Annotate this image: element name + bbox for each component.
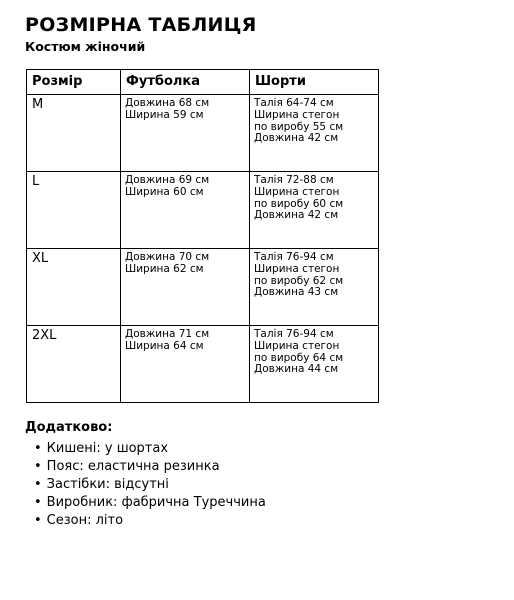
shorts-length: Довжина 43 см [254,286,339,299]
list-item: • Кишені: у шортах [34,440,266,458]
list-item: • Виробник: фабрична Туреччина [34,494,266,512]
size-cell: XL [27,249,121,326]
tshirt-cell [121,326,250,403]
shorts-waist: Талія 64-74 см [254,97,334,109]
shorts-length: Довжина 44 см [254,363,339,376]
list-item: • Застібки: відсутні [34,476,266,494]
shorts-length: Довжина 42 см [254,132,339,145]
shorts-hip-value: по виробу 64 см [254,351,344,364]
extra-heading: Додатково: [25,420,113,435]
tshirt-width: Ширина 64 см [125,339,204,352]
size-cell: L [27,172,121,249]
table-row [27,95,379,172]
list-item: • Сезон: літо [34,512,266,530]
header-shorts: Шорти [250,70,379,95]
page-title: РОЗМІРНА ТАБЛИЦЯ [25,14,257,36]
shorts-waist: Талія 76-94 см [254,251,334,263]
tshirt-length: Довжина 70 см [125,251,210,263]
tshirt-width: Ширина 59 см [125,108,204,121]
tshirt-cell [121,249,250,326]
shorts-cell [250,249,379,326]
extra-list [34,440,266,530]
tshirt-width: Ширина 62 см [125,262,204,275]
size-cell: M [27,95,121,172]
tshirt-width: Ширина 60 см [125,185,204,198]
shorts-waist: Талія 76-94 см [254,328,334,340]
shorts-waist: Талія 72-88 см [254,174,334,186]
tshirt-cell [121,172,250,249]
shorts-hip-value: по виробу 55 см [254,120,344,133]
shorts-length: Довжина 42 см [254,209,339,222]
shorts-hip-value: по виробу 62 см [254,274,344,287]
tshirt-length: Довжина 69 см [125,174,210,186]
table-row [27,249,379,326]
shorts-hip-value: по виробу 60 см [254,197,344,210]
shorts-cell [250,95,379,172]
size-table [26,69,379,403]
list-item: • Пояс: еластична резинка [34,458,266,476]
shorts-hip-label: Ширина стегон [254,185,340,198]
table-header-row [27,70,379,95]
shorts-hip-label: Ширина стегон [254,108,340,121]
header-tshirt: Футболка [121,70,250,95]
tshirt-length: Довжина 71 см [125,328,210,340]
size-cell: 2XL [27,326,121,403]
table-row [27,326,379,403]
shorts-cell [250,172,379,249]
shorts-hip-label: Ширина стегон [254,339,340,352]
shorts-cell [250,326,379,403]
tshirt-cell [121,95,250,172]
shorts-hip-label: Ширина стегон [254,262,340,275]
page-subtitle: Костюм жіночий [25,39,146,54]
table-row [27,172,379,249]
tshirt-length: Довжина 68 см [125,97,210,109]
header-size: Розмір [27,70,121,95]
